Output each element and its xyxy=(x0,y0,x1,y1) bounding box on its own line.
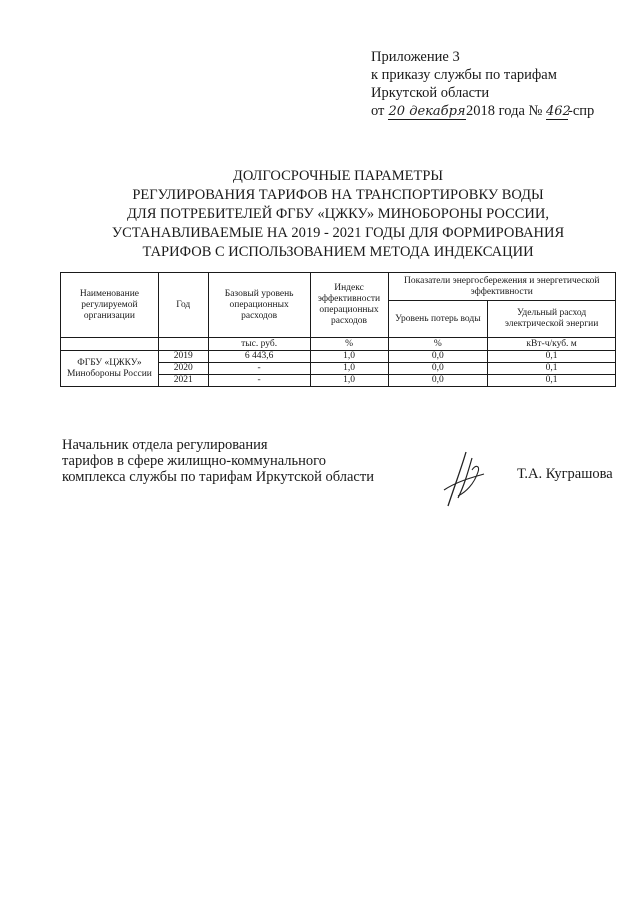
cell-base: 6 443,6 xyxy=(208,351,310,363)
footer-position xyxy=(62,437,374,485)
table-units-row xyxy=(61,338,616,351)
cell-index: 1,0 xyxy=(310,363,388,375)
table-row xyxy=(61,351,616,363)
header-index: Индекс эффективности операционных расходов xyxy=(310,273,388,338)
header-org: Наименование регулируемой организации xyxy=(61,273,159,338)
table-header-row xyxy=(61,273,616,301)
appendix-year-text: 2018 года № xyxy=(466,103,543,119)
header-losses: Уровень потерь воды xyxy=(388,301,488,338)
title-line-2: РЕГУЛИРОВАНИЯ ТАРИФОВ НА ТРАНСПОРТИРОВКУ ВОДЫ xyxy=(132,187,544,203)
cell-base: - xyxy=(208,375,310,387)
unit-year xyxy=(158,338,208,351)
title-line-3: ДЛЯ ПОТРЕБИТЕЛЕЙ ФГБУ «ЦЖКУ» МИНОБОРОНЫ РОССИИ, xyxy=(127,206,549,222)
header-specific: Удельный расход электрической энергии xyxy=(488,301,616,338)
footer-line-2: тарифов в сфере жилищно-коммунального xyxy=(62,453,326,469)
cell-specific: 0,1 xyxy=(488,363,616,375)
title-line-1: ДОЛГОСРОЧНЫЕ ПАРАМЕТРЫ xyxy=(232,168,444,184)
cell-index: 1,0 xyxy=(310,375,388,387)
cell-year: 2020 xyxy=(158,363,208,375)
appendix-prefix: от xyxy=(371,103,385,119)
header-year: Год xyxy=(158,273,208,338)
appendix-line-3: Иркутской области xyxy=(371,85,490,101)
document-title xyxy=(60,167,616,262)
handwritten-signature xyxy=(436,448,492,510)
cell-year: 2021 xyxy=(158,375,208,387)
appendix-line-2: к приказу службы по тарифам xyxy=(371,67,557,83)
cell-losses: 0,0 xyxy=(388,363,488,375)
footer-line-3: комплекса службы по тарифам Иркутской области xyxy=(62,469,374,485)
cell-losses: 0,0 xyxy=(388,375,488,387)
appendix-suffix: -спр xyxy=(567,103,595,119)
appendix-line-4 xyxy=(371,102,594,120)
cell-specific: 0,1 xyxy=(488,351,616,363)
unit-losses: % xyxy=(388,338,488,351)
cell-index: 1,0 xyxy=(310,351,388,363)
unit-index: % xyxy=(310,338,388,351)
signer-name: Т.А. Куграшова xyxy=(517,466,613,482)
header-base: Базовый уровень операционных расходов xyxy=(208,273,310,338)
unit-org xyxy=(61,338,159,351)
unit-specific: кВт-ч/куб. м xyxy=(488,338,616,351)
handwritten-order-number: 462 xyxy=(545,104,571,119)
header-energy-group: Показатели энергосбережения и энергетической эффективности xyxy=(388,273,616,301)
org-name-cell: ФГБУ «ЦЖКУ» Минобороны России xyxy=(61,351,159,387)
appendix-block xyxy=(371,48,594,120)
unit-base: тыс. руб. xyxy=(208,338,310,351)
footer-line-1: Начальник отдела регулирования xyxy=(62,437,268,453)
appendix-line-1: Приложение 3 xyxy=(371,49,460,65)
title-line-4: УСТАНАВЛИВАЕМЫЕ НА 2019 - 2021 ГОДЫ ДЛЯ ФОРМИРОВАНИЯ xyxy=(111,225,565,241)
parameters-table xyxy=(60,272,616,387)
title-line-5: ТАРИФОВ С ИСПОЛЬЗОВАНИЕМ МЕТОДА ИНДЕКСАЦИИ xyxy=(142,244,534,260)
cell-base: - xyxy=(208,363,310,375)
cell-specific: 0,1 xyxy=(488,375,616,387)
handwritten-date: 20 декабря xyxy=(388,104,466,119)
cell-year: 2019 xyxy=(158,351,208,363)
cell-losses: 0,0 xyxy=(388,351,488,363)
